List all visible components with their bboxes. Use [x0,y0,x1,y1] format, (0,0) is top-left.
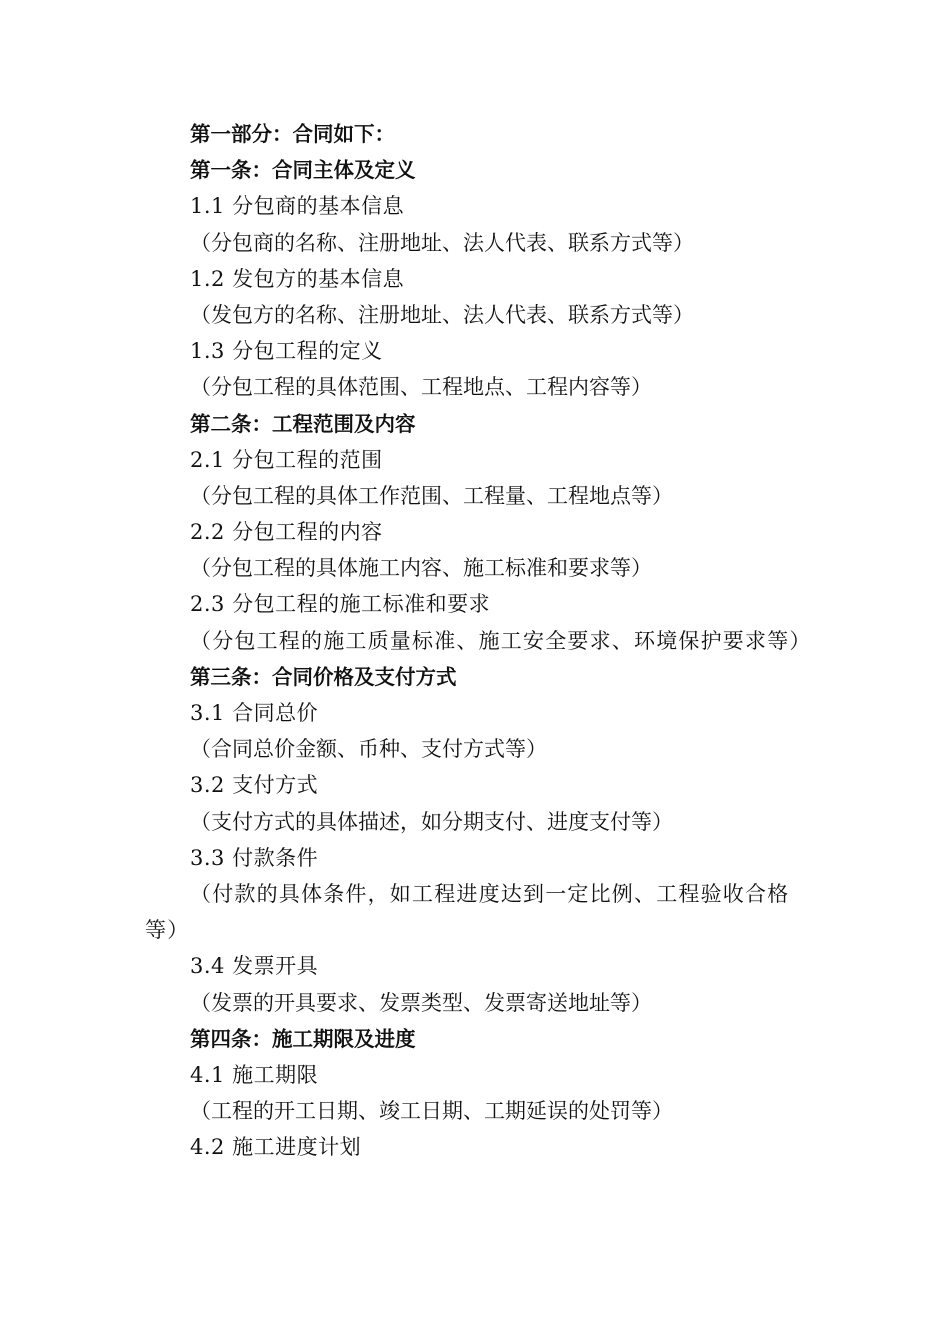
clause-3-4: 3.4 发票开具 [190,954,319,979]
clause-2-3: 2.3 分包工程的施工标准和要求 [190,592,491,617]
clause-2-2: 2.2 分包工程的内容 [190,520,383,545]
clause-note: （发包方的名称、注册地址、法人代表、联系方式等） [190,302,694,327]
clause-note: （分包工程的具体工作范围、工程量、工程地点等） [190,483,673,508]
clause-note: （支付方式的具体描述，如分期支付、进度支付等） [190,809,673,834]
document-body [145,116,810,1165]
clause-note: （分包工程的具体范围、工程地点、工程内容等） [190,375,652,400]
clause-1-2: 1.2 发包方的基本信息 [190,266,405,291]
clause-note: （发票的开具要求、发票类型、发票寄送地址等） [190,990,652,1015]
clause-3-3: 3.3 付款条件 [190,845,319,870]
clause-3-1: 3.1 合同总价 [190,701,319,726]
clause-3-2: 3.2 支付方式 [190,773,319,798]
clause-1-1: 1.1 分包商的基本信息 [190,194,405,219]
article-heading-2: 第二条：工程范围及内容 [190,411,416,436]
clause-note: （分包商的名称、注册地址、法人代表、联系方式等） [190,230,694,255]
article-heading-1: 第一条：合同主体及定义 [190,158,416,183]
clause-note-wrapped: （付款的具体条件，如工程进度达到一定比例、工程验收合格等） [145,881,790,943]
clause-1-3: 1.3 分包工程的定义 [190,339,383,364]
clause-note: （合同总价金额、币种、支付方式等） [190,737,547,762]
clause-note: （工程的开工日期、竣工日期、工期延误的处罚等） [190,1099,673,1124]
clause-2-1: 2.1 分包工程的范围 [190,447,383,472]
article-heading-3: 第三条：合同价格及支付方式 [190,664,457,689]
clause-4-2: 4.2 施工进度计划 [190,1135,362,1160]
part-heading: 第一部分：合同如下： [190,122,395,146]
clause-note: （分包工程的具体施工内容、施工标准和要求等） [190,556,652,581]
clause-note-wrapped: （分包工程的施工质量标准、施工安全要求、环境保护要求等） [190,628,812,653]
clause-4-1: 4.1 施工期限 [190,1062,319,1087]
article-heading-4: 第四条：施工期限及进度 [190,1026,416,1051]
